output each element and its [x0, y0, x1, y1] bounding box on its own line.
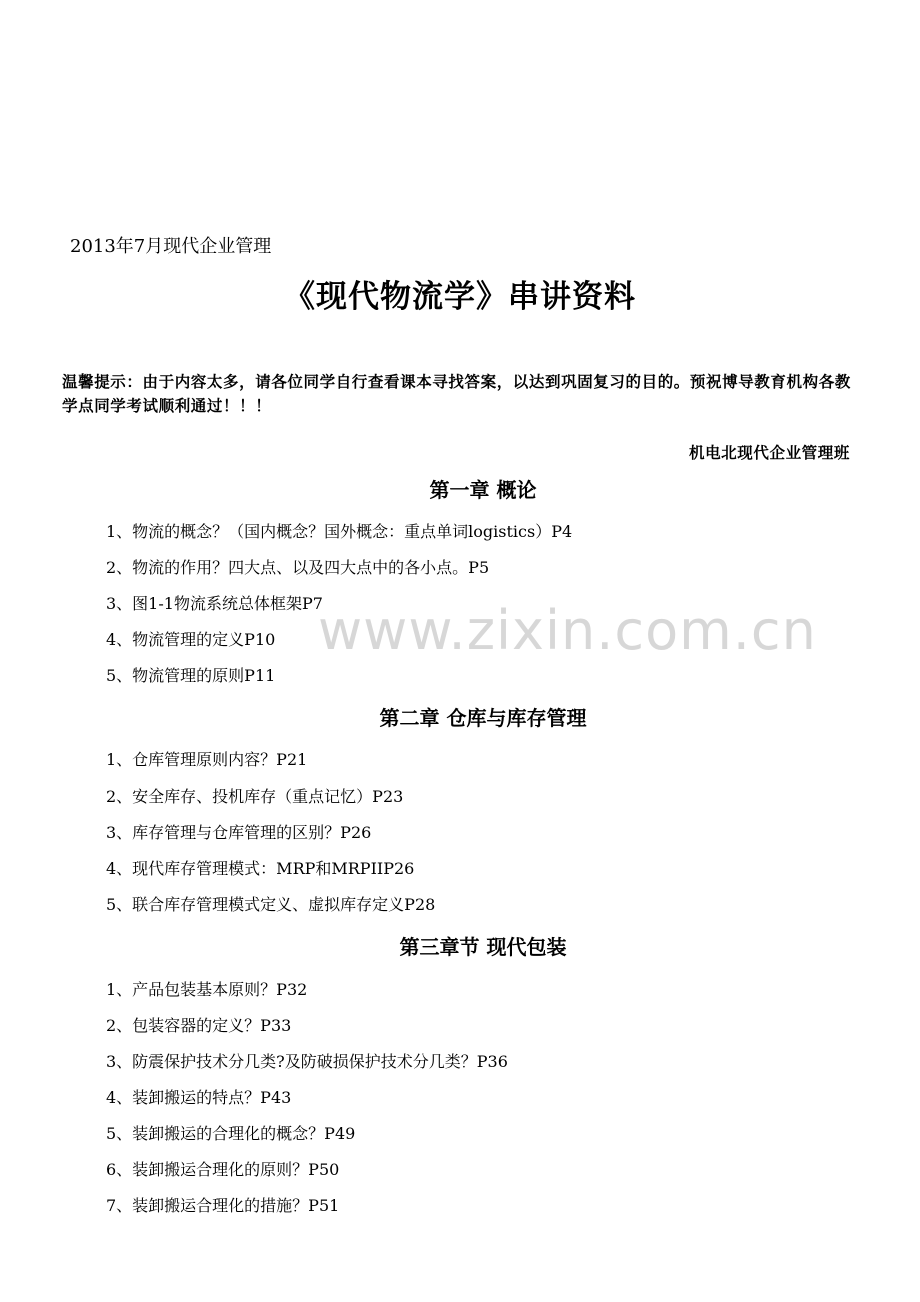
notice-text: 温馨提示：由于内容太多，请各位同学自行查看课本寻找答案，以达到巩固复习的目的。预祝博导教育机构各教学点同学考试顺利通过！！！ [62, 372, 851, 415]
list-item: 5、物流管理的原则P11 [106, 666, 276, 685]
chapter-title: 第一章 概论 [429, 478, 537, 502]
list-item: 4、装卸搬运的特点？P43 [106, 1088, 292, 1107]
list-item: 1、物流的概念？（国内概念？国外概念：重点单词logistics）P4 [106, 522, 573, 541]
list-item: 4、物流管理的定义P10 [106, 630, 276, 649]
class-name: 机电北现代企业管理班 [688, 443, 850, 462]
list-item: 7、装卸搬运合理化的措施？P51 [106, 1196, 340, 1215]
list-item: 5、联合库存管理模式定义、虚拟库存定义P28 [106, 895, 436, 914]
list-item: 3、库存管理与仓库管理的区别？P26 [106, 823, 372, 842]
list-item: 1、仓库管理原则内容？P21 [106, 750, 308, 769]
list-item: 6、装卸搬运合理化的原则？P50 [106, 1160, 340, 1179]
list-item: 1、产品包装基本原则？P32 [106, 980, 308, 999]
list-item: 3、图1-1物流系统总体框架P7 [106, 594, 323, 613]
list-item: 5、装卸搬运的合理化的概念？P49 [106, 1124, 356, 1143]
list-item: 2、物流的作用？四大点、以及四大点中的各小点。P5 [106, 558, 490, 577]
list-item: 2、包装容器的定义？P33 [106, 1016, 292, 1035]
list-item: 3、防震保护技术分几类?及防破损保护技术分几类？P36 [106, 1052, 508, 1071]
document-title: 《现代物流学》串讲资料 [284, 279, 636, 315]
chapter-title: 第三章节 现代包装 [399, 935, 567, 959]
watermark-text: www.zixin.com.cn [318, 599, 817, 662]
document-subtitle: 2013年7月现代企业管理 [70, 236, 272, 257]
list-item: 2、安全库存、投机库存（重点记忆）P23 [106, 787, 404, 806]
chapter-title: 第二章 仓库与库存管理 [379, 706, 587, 730]
list-item: 4、现代库存管理模式：MRP和MRPIIP26 [106, 859, 415, 878]
